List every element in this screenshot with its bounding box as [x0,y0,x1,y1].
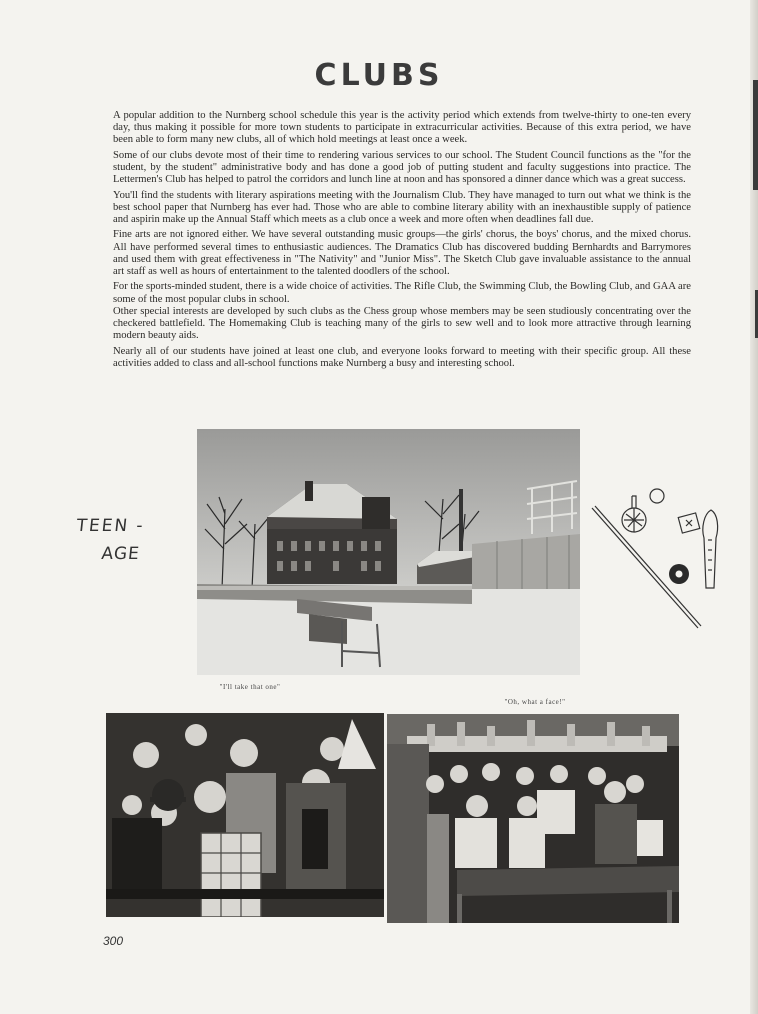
paragraph: Other special interests are developed by such clubs as the Chess group whose members may be seen studiously concentrating over the checkered battlefield. The Homemaking Club is teaching many of the girls to sew well and to look more attractive through learning modern beauty aids. [113,305,691,342]
paragraph: For the sports-minded student, there is a wide choice of activities. The Rifle Club, the Swimming Club, the Bowling Club, and GAA are some of the most popular clubs in school. [113,281,691,305]
paragraph: Fine arts are not ignored either. We have several outstanding music groups—the girls' chorus, the boys' chorus, and the mixed chorus. All have performed several times to enthusiastic audiences. The Dramatics Club has discovered budding Bernhardts and Barrymores and used them with great effectiveness in "The Nativity" and "Junior Miss". The Sketch Club gave invaluable assistance to the annual art staff as well as hours of entertainment to the talented doodlers of the school. [113,229,691,277]
page-number: 300 [103,934,124,948]
activities-doodle [588,478,728,638]
handwritten-caption [72,516,145,564]
photo-caption-right: "Oh, what a face!" [504,698,566,706]
school-building-photo [197,429,580,675]
page-title: CLUBS [314,58,444,93]
handwritten-line: AGE [100,544,141,564]
binding-mark [753,80,758,190]
costume-party-photo [106,713,384,917]
paragraph: A popular addition to the Nurnberg school schedule this year is the activity period which extends from twelve-thirty to one-ten every day, thus making it possible for more town students to participate in extracurricular activities. Because of this extra period, we have been able to form many new clubs, all of which hold meetings at least once a week. [113,110,691,146]
paragraph: Nearly all of our students have joined at least one club, and everyone looks forward to meeting with their specific group. All these activities added to class and all-school functions make Nurnberg a busy and interesting school. [113,345,691,369]
paragraph: Some of our clubs devote most of their time to rendering various services to our school. The Student Council functions as the "for the student, by the student" administrative body and has done a good job of putting student and faculty suggestions into practice. The Lettermen's Club has helped to patrol the corridors and lunch line at noon and has sponsored a dinner dance which was a great success. [113,149,691,186]
article-body [113,110,691,373]
page-edge [750,0,758,1014]
handwritten-line: TEEN - [75,516,146,536]
homemaking-club-photo [387,714,679,923]
paragraph: You'll find the students with literary aspirations meeting with the Journalism Club. They have managed to turn out what we think is the best school paper that Nurnberg has ever had. Those who are able to combine literary ability with an inexhaustible supply of patience and aspirin make up the Annual Staff which meets as a club once a week and more often when deadlines fall due. [113,189,691,225]
photo-caption-left: "I'll take that one" [219,683,281,691]
